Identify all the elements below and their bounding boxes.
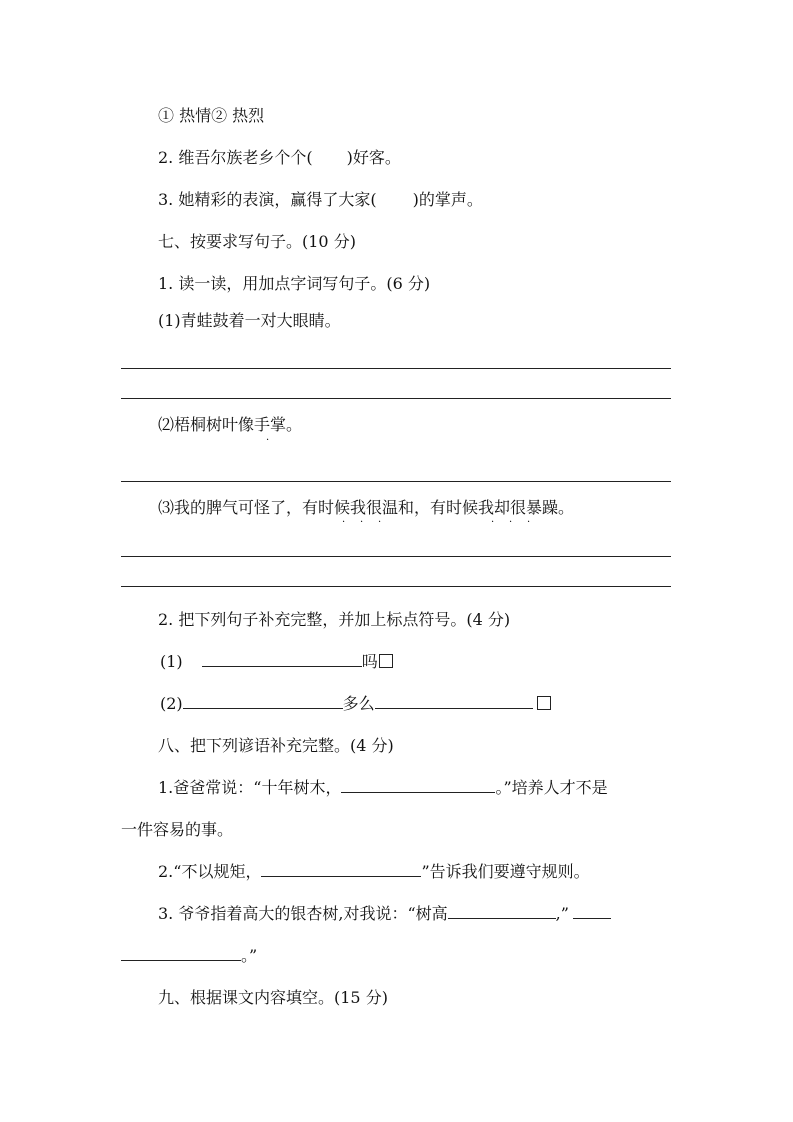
- fill-blank[interactable]: [448, 904, 556, 919]
- fill-blank[interactable]: [121, 946, 241, 961]
- punctuation-box[interactable]: [537, 696, 551, 710]
- s7-q2-item-2-label: (2): [160, 694, 183, 713]
- emphasis-dot: ·: [527, 517, 531, 528]
- answer-line[interactable]: [121, 481, 671, 482]
- s8-q3-text-c: 。”: [241, 946, 258, 965]
- emphasis-dot: ·: [342, 517, 346, 528]
- q6-options: ① 热情② 热烈: [158, 106, 265, 125]
- s7-q1-sentence-1: (1)青蛙鼓着一对大眼睛。: [158, 311, 341, 330]
- fill-blank[interactable]: [261, 862, 421, 877]
- s8-q2-text-b: ”告诉我们要遵守规则。: [421, 862, 590, 881]
- fill-blank[interactable]: [341, 778, 495, 793]
- s8-question-1: [158, 778, 608, 798]
- fill-blank[interactable]: [202, 652, 362, 667]
- s8-q3-text-b: ,”: [555, 904, 569, 923]
- emphasis-dot: ·: [360, 517, 364, 528]
- section-8-title: 八、把下列谚语补充完整。(4 分): [158, 736, 394, 755]
- s8-q3-continuation: [121, 946, 257, 966]
- emphasis-dot: ·: [266, 435, 270, 446]
- s7-q2-item-1: [160, 652, 393, 672]
- section-9-title: 九、根据课文内容填空。(15 分): [158, 988, 388, 1007]
- q6-item-2: [158, 148, 401, 168]
- s8-q1-text-a: 1.爸爸常说：“十年树木，: [158, 778, 342, 797]
- s7-q2-item-2-mid: 多么: [342, 694, 375, 713]
- s7-q1-sentence-2: ⑵梧桐树叶像手掌。: [158, 415, 303, 434]
- s8-q3-text-a: 3. 爷爷指着高大的银杏树,对我说：“树高: [158, 904, 448, 923]
- s8-q2-text-a: 2.“不以规矩，: [158, 862, 262, 881]
- fill-blank[interactable]: [375, 694, 533, 709]
- emphasis-dot: ·: [509, 517, 513, 528]
- section-7-title: 七、按要求写句子。(10 分): [158, 232, 356, 251]
- s8-q1-text-b: 。”培养人才不是: [495, 778, 608, 797]
- emphasis-dot: ·: [378, 517, 382, 528]
- punctuation-box[interactable]: [379, 654, 393, 668]
- q6-item-3-text-a: 3. 她精彩的表演，赢得了大家(: [158, 190, 377, 209]
- answer-line[interactable]: [121, 586, 671, 587]
- answer-line[interactable]: [121, 368, 671, 369]
- emphasis-dot: ·: [491, 517, 495, 528]
- s8-q1-continuation: 一件容易的事。: [121, 820, 234, 839]
- q6-item-2-text-a: 2. 维吾尔族老乡个个(: [158, 148, 313, 167]
- s8-question-3: [158, 904, 611, 924]
- answer-line[interactable]: [121, 556, 671, 557]
- s7-q2-item-1-tail: 吗: [361, 652, 378, 671]
- s7-question-1: 1. 读一读，用加点字词写句子。(6 分): [158, 274, 431, 293]
- q6-item-2-text-b: )好客。: [346, 148, 401, 167]
- fill-blank[interactable]: [183, 694, 343, 709]
- q6-item-3: [158, 190, 483, 210]
- s8-question-2: [158, 862, 590, 882]
- s7-q2-item-1-label: (1): [160, 652, 183, 671]
- answer-line[interactable]: [121, 398, 671, 399]
- s7-q1-sentence-3: ⑶我的脾气可怪了，有时候我很温和，有时候我却很暴躁。: [158, 498, 575, 517]
- q6-item-3-text-b: )的掌声。: [412, 190, 483, 209]
- s7-q2-item-2: [160, 694, 551, 714]
- fill-blank[interactable]: [573, 904, 611, 919]
- s7-question-2: 2. 把下列句子补充完整，并加上标点符号。(4 分): [158, 610, 511, 629]
